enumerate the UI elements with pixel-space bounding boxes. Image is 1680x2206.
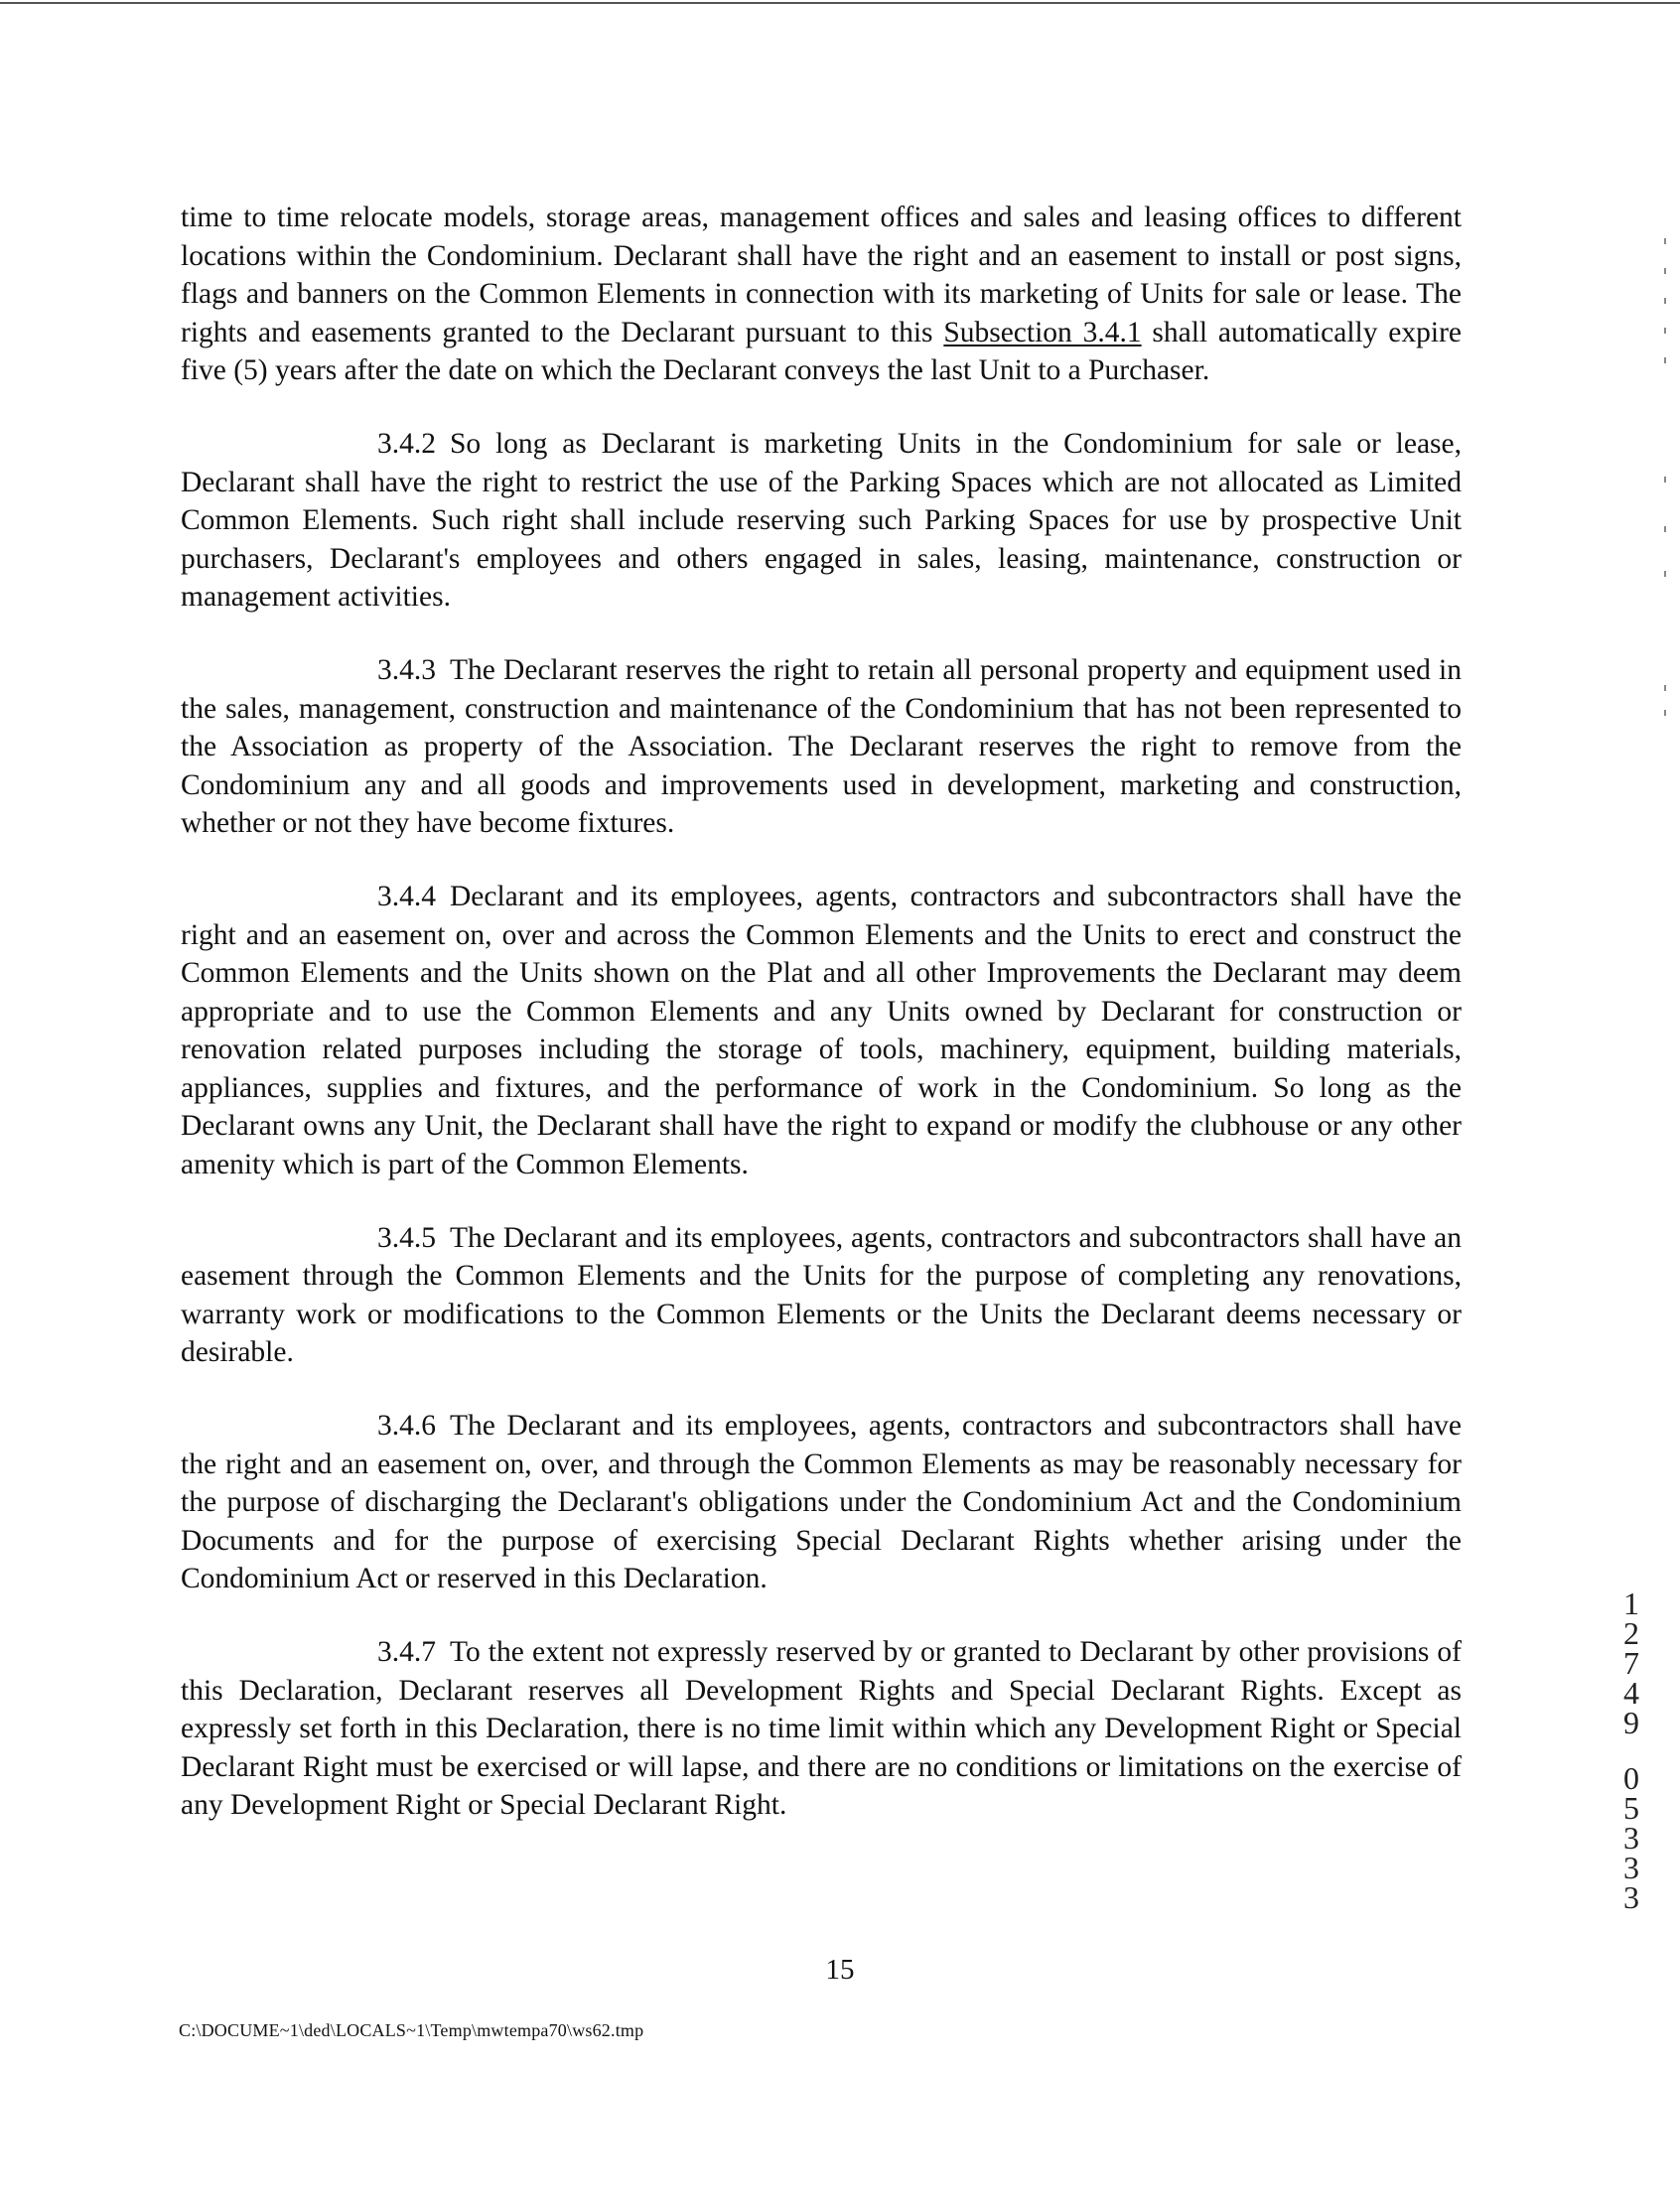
document-body (181, 199, 1462, 1860)
stamp-digit: 1 (1623, 1586, 1639, 1621)
section-number: 3.4.2 (377, 427, 436, 460)
section-number: 3.4.5 (377, 1221, 436, 1254)
paragraph-text: The Declarant reserves the right to retain all personal property and equipment used in the sales, management, construction and maintenance of the Condominium that has not been represented to the Association as property of the Association. The Declarant reserves the right to remove from the Condominium any and all goods and improvements used in development, marketing and construction, whether or not they have become fixtures. (181, 653, 1462, 840)
section-3-4-2 (181, 425, 1462, 617)
recording-book-number (1616, 1586, 1646, 1740)
stamp-digit: 5 (1623, 1790, 1639, 1826)
page-number: 15 (825, 1954, 855, 1986)
stamp-digit: 3 (1623, 1850, 1639, 1885)
stamp-digit: 3 (1623, 1879, 1639, 1915)
paragraph-text: The Declarant and its employees, agents, contractors and subcontractors shall have an easement through the Common Elements and the Units for the purpose of completing any renovations, warranty work or modifications to the Common Elements or the Units the Declarant deems necessary or desirable. (181, 1221, 1462, 1369)
recording-stamp (1616, 1588, 1646, 1938)
stamp-digit: 3 (1623, 1820, 1639, 1856)
paragraph-text: The Declarant and its employees, agents, contractors and subcontractors shall have the right and an easement on, over, and through the Common Elements as may be reasonably necessary for the purpose of discharging the Declarant's obligations under the Condominium Act and the Condominium Documents and for the purpose of exercising Special Declarant Rights whether arising under the Condominium Act or reserved in this Declaration. (181, 1410, 1462, 1595)
section-number: 3.4.3 (377, 653, 436, 686)
section-3-4-5 (181, 1219, 1462, 1372)
continuation-paragraph (181, 199, 1462, 390)
cross-reference: Subsection 3.4.1 (943, 316, 1142, 348)
paragraph-text: So long as Declarant is marketing Units in the Condominium for sale or lease, Declarant shall have the right to restrict the use of the Parking Spaces which are not allocated as Limited Common Elements. Such right shall include reserving such Parking Spaces for use by prospective Unit purchasers, Declarant's employees and others engaged in sales, leasing, maintenance, construction or management activities. (181, 427, 1462, 614)
paragraph-text: To the extent not expressly reserved by or granted to Declarant by other provisions of this Declaration, Declarant reserves all Development Rights and Special Declarant Rights. Except as expressly set forth in this Declaration, there is no time limit within which any Development Right or Special Declarant Right must be exercised or will lapse, and there are no conditions or limitations on the exercise of any Development Right or Special Declarant Right. (181, 1636, 1462, 1822)
section-number: 3.4.6 (377, 1410, 436, 1443)
paragraph-text: Declarant and its employees, agents, contractors and subcontractors shall have the right and an easement on, over and across the Common Elements and the Units to erect and construct the Common Elements and the Units shown on the Plat and all other Improvements the Declarant may deem appropriate and to use the Common Elements and any Units owned by Declarant for construction or renovation related purposes including the storage of tools, machinery, equipment, building materials, appliances, supplies and fixtures, and the performance of work in the Condominium. So long as the Declarant owns any Unit, the Declarant shall have the right to expand or modify the clubhouse or any other amenity which is part of the Common Elements. (181, 880, 1462, 1181)
file-path-footer: C:\DOCUME~1\ded\LOCALS~1\Temp\mwtempa70\ws62.tmp (179, 2020, 644, 2040)
paragraph-text: time to time relocate models, storage areas, management offices and sales and leasing offices to different locations within the Condominium. Declarant shall have the right and an easement to install or post signs, flags and banners on the Common Elements in connection with its marketing of Units for sale or lease. The rights and easements granted to the Declarant pursuant to this (181, 202, 1462, 348)
section-number: 3.4.7 (377, 1636, 436, 1668)
section-3-4-7 (181, 1633, 1462, 1825)
stamp-digit: 4 (1623, 1675, 1639, 1711)
top-scan-edge (0, 2, 1680, 4)
section-3-4-4 (181, 878, 1462, 1184)
stamp-digit: 0 (1623, 1760, 1639, 1796)
stamp-digit: 7 (1623, 1645, 1639, 1681)
stamp-digit: 2 (1623, 1615, 1639, 1651)
paragraph-text: shall automatically expire five (5) years after the date on which the Declarant conveys the last Unit to a Purchaser. (181, 316, 1462, 387)
section-number: 3.4.4 (377, 880, 436, 912)
stamp-digit: 9 (1623, 1705, 1639, 1740)
section-3-4-3 (181, 651, 1462, 843)
section-3-4-6 (181, 1407, 1462, 1598)
recording-page-number (1616, 1760, 1646, 1915)
